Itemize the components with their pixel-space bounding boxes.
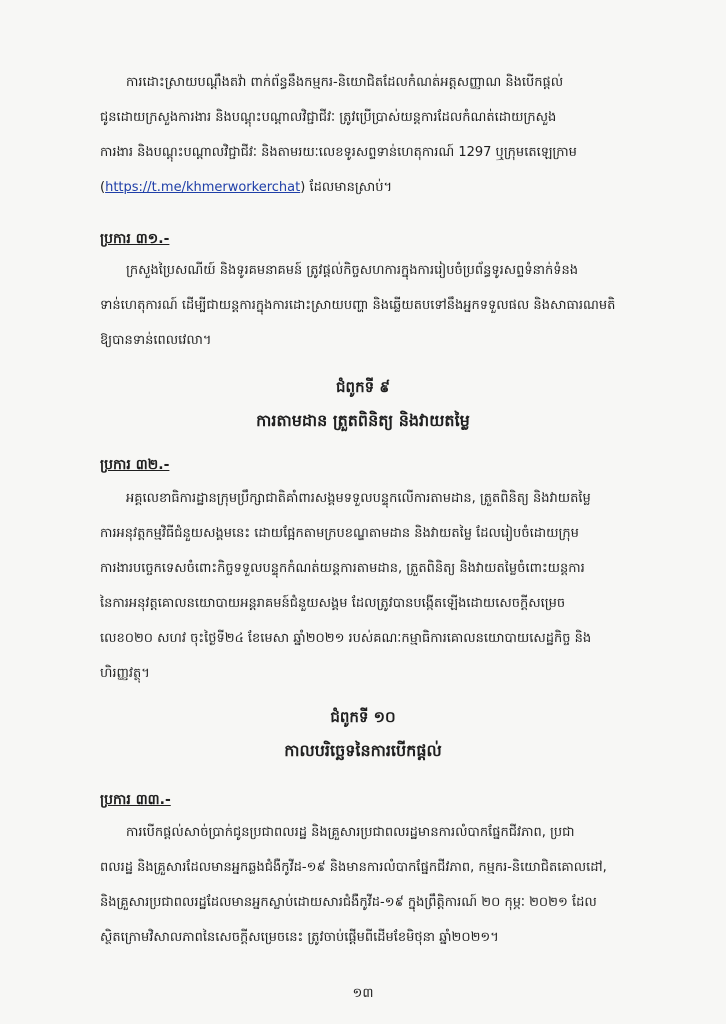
article-33-paragraph	[100, 822, 660, 949]
text-line: ការងារ និងបណ្ដុះបណ្ដាលវិជ្ជាជីវៈ និងតាមរយៈលេខទូរសព្ទទាន់ហេតុការណ៍ 1297 ឬក្រុមតេឡេក្រាម	[100, 145, 577, 160]
text-line: ក្រសួងប្រៃសណីយ៍ និងទូរគមនាគមន៍ ត្រូវផ្ដល់កិច្ចសហការក្នុងការរៀបចំប្រព័ន្ធទូរសព្ទទំនាក់ទំនង	[126, 263, 578, 278]
article-31-heading: ប្រការ ៣១.-	[100, 231, 170, 247]
text-line: ការងារបច្ចេកទេសចំពោះកិច្ចទទួលបន្ទុកកំណត់យន្តការតាមដាន, ត្រួតពិនិត្យ និងវាយតម្លៃចំពោះយន្តការ	[100, 561, 585, 576]
article-33-heading: ប្រការ ៣៣.-	[100, 792, 171, 808]
intro-paragraph	[100, 72, 660, 199]
chapter-9-subtitle: ការតាមដាន ត្រួតពិនិត្យ និងវាយតម្លៃ	[256, 411, 470, 430]
text-line: ការអនុវត្តកម្មវិធីជំនួយសង្គមនេះ ដោយផ្អែកតាមក្របខណ្ឌតាមដាន និងវាយតម្លៃ ដែលរៀបចំដោយក្រុម	[100, 526, 579, 541]
text-fragment: ) ដែលមានស្រាប់។	[300, 180, 393, 195]
text-line: ស្ថិតក្រោមវិសាលភាពនៃសេចក្ដីសម្រេចនេះ ត្រូវចាប់ផ្ដើមពីដើមខែមិថុនា ឆ្នាំ២០២១។	[100, 930, 499, 945]
text-line: ហិរញ្ញវត្ថុ។	[100, 666, 150, 681]
paren-open: (	[100, 180, 106, 195]
text-line: ទាន់ហេតុការណ៍ ដើម្បីជាយន្តការក្នុងការដោះស្រាយបញ្ហា និងឆ្លើយតបទៅនឹងអ្នកទទួលផល និងសាធារណមតិ	[100, 298, 616, 313]
text-line: នៃការអនុវត្តគោលនយោបាយអន្តរាគមន៍ជំនួយសង្គម ដែលត្រូវបានបង្កើតឡើងដោយសេចក្ដីសម្រេច	[100, 596, 566, 611]
text-line: ឱ្យបានទាន់ពេលវេលា។	[100, 333, 212, 348]
chapter-10-title: ជំពូកទី ១០	[330, 708, 396, 726]
article-31-paragraph	[100, 260, 660, 352]
chapter-9-title: ជំពូកទី ៩	[336, 378, 390, 396]
page-number: ១៣	[352, 986, 374, 1001]
text-line: ការដោះស្រាយបណ្ដឹងតវ៉ា ពាក់ព័ន្ធនឹងកម្មករ-និយោជិតដែលកំណត់អត្តសញ្ញាណ និងបើកផ្ដល់	[126, 75, 564, 90]
text-line: ការបើកផ្ដល់សាច់ប្រាក់ជូនប្រជាពលរដ្ឋ និងគ្រួសារប្រជាពលរដ្ឋមានការលំបាកផ្នែកជីវភាព, ប្រជា	[126, 825, 575, 840]
text-line: ពលរដ្ឋ និងគ្រួសារដែលមានអ្នកឆ្លងជំងឺកូវីដ-១៩ និងមានការលំបាកផ្នែកជីវភាព, កម្មករ-និយោជិតគោលដៅ,	[100, 860, 607, 875]
text-line: ជូនដោយក្រសួងការងារ និងបណ្ដុះបណ្ដាលវិជ្ជាជីវៈ ត្រូវប្រើប្រាស់យន្តការដែលកំណត់ដោយក្រសួង	[100, 110, 557, 125]
text-line	[100, 177, 660, 199]
article-32-paragraph	[100, 488, 660, 685]
text-line: និងគ្រួសារប្រជាពលរដ្ឋដែលមានអ្នកស្លាប់ដោយសារជំងឺកូវីដ-១៩ ក្នុងព្រឹត្តិការណ៍ ២០ កុម្ភៈ ២០២១ ដែល	[100, 895, 597, 910]
chapter-10-subtitle: កាលបរិច្ឆេទនៃការបើកផ្ដល់	[284, 741, 442, 760]
text-line: លេខ០២០ សហវ ចុះថ្ងៃទី២៤ ខែមេសា ឆ្នាំ២០២១ របស់គណៈកម្មាធិការគោលនយោបាយសេដ្ឋកិច្ច និង	[100, 631, 592, 646]
telegram-link[interactable]: https://t.me/khmerworkerchat	[105, 180, 301, 195]
article-32-heading: ប្រការ ៣២.-	[100, 457, 170, 473]
text-line: អគ្គលេខាធិការដ្ឋានក្រុមប្រឹក្សាជាតិគាំពារសង្គមទទួលបន្ទុកលើការតាមដាន, ត្រួតពិនិត្យ និងវាយតម្លៃ	[126, 491, 591, 506]
